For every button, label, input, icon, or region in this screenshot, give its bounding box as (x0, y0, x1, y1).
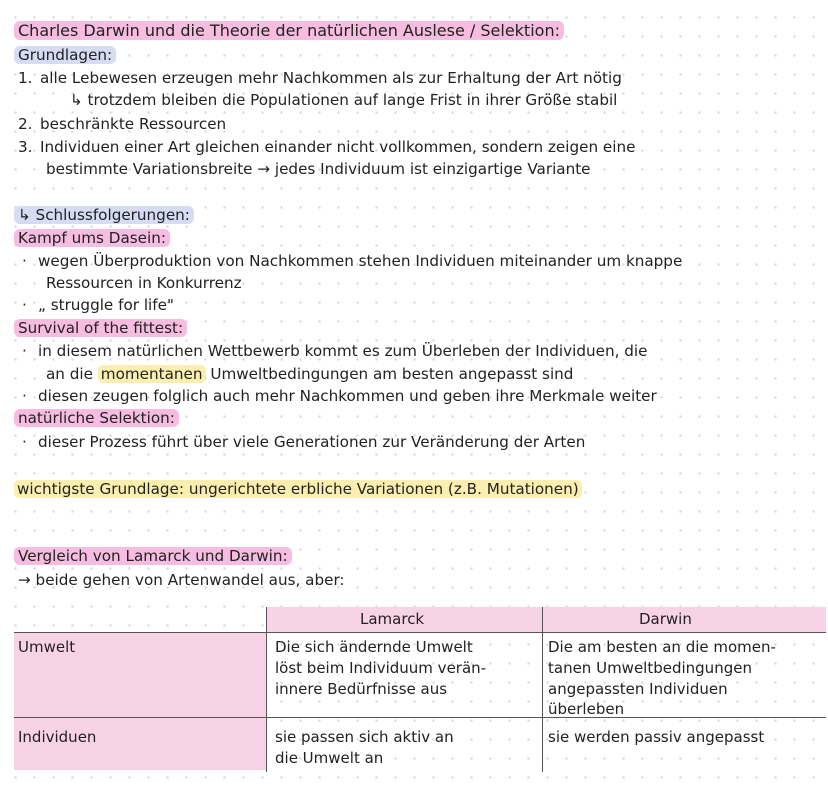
bullet-text: Ressourcen in Konkurrenz (46, 274, 242, 292)
bullet-text: „ struggle for life" (38, 296, 174, 314)
cell-individuen-darwin-1: sie werden passiv angepasst (548, 728, 765, 746)
bullet-dot: · (22, 296, 27, 314)
cell-umwelt-lamarck-1: Die sich ändernde Umwelt (275, 638, 473, 656)
survival-heading (14, 318, 187, 339)
cell-individuen-lamarck-2: die Umwelt an (275, 749, 384, 767)
bullet-text-post: Umweltbedingungen am besten angepasst sind (210, 365, 574, 383)
item-text: beschränkte Ressourcen (40, 115, 227, 133)
vergleich-intro (18, 570, 345, 591)
item-number: 2. (18, 115, 33, 133)
highlight-momentanen: momentanen (98, 365, 206, 383)
cell-umwelt-lamarck-2: löst beim Individuum verän- (275, 659, 487, 677)
comparison-table (14, 607, 826, 777)
grundlagen-item-1-sub (70, 90, 617, 111)
bullet-text: diesen zeugen folglich auch mehr Nachkommen und geben ihre Merkmale weiter (38, 387, 657, 405)
bullet-dot: · (22, 433, 27, 451)
kampf-bullet-1 (22, 251, 682, 272)
vergleich-intro-text: → beide gehen von Artenwandel aus, aber: (18, 571, 345, 589)
page-title-text: Charles Darwin und die Theorie der natürlichen Auslese / Selektion: (14, 21, 564, 40)
survival-bullet-2 (22, 386, 657, 407)
kampf-bullet-2 (22, 295, 174, 316)
row-label-individuen: Individuen (18, 728, 97, 746)
grundlagen-heading-text: Grundlagen: (14, 46, 116, 64)
header-lamarck: Lamarck (360, 610, 425, 628)
kampf-heading (14, 228, 170, 249)
table-row-line (14, 717, 826, 718)
cell-umwelt-darwin-2: tanen Umweltbedingungen (548, 659, 752, 677)
selektion-heading-text: natürliche Selektion: (14, 409, 179, 427)
header-darwin: Darwin (639, 610, 692, 628)
cell-individuen-lamarck-1: sie passen sich aktiv an (275, 728, 454, 746)
table-header-band (266, 607, 826, 633)
kampf-heading-text: Kampf ums Dasein: (14, 229, 170, 247)
bullet-text: in diesem natürlichen Wettbewerb kommt es zum Überleben der Individuen, die (38, 342, 648, 360)
vergleich-heading (14, 546, 292, 567)
vergleich-heading-text: Vergleich von Lamarck und Darwin: (14, 547, 292, 565)
bullet-text: wegen Überproduktion von Nachkommen stehen Individuen miteinander um knappe (38, 252, 683, 270)
item-text: Individuen einer Art gleichen einander nicht vollkommen, sondern zeigen eine (40, 138, 636, 156)
item-text: bestimmte Variationsbreite → jedes Individuum ist einzigartige Variante (46, 160, 591, 178)
selektion-heading (14, 408, 179, 429)
bullet-text-pre: an die (46, 365, 93, 383)
wichtigste-grundlage (14, 479, 582, 500)
bullet-dot: · (22, 252, 27, 270)
cell-umwelt-darwin-3: angepassten Individuen (548, 680, 728, 698)
grundlagen-item-2 (18, 114, 226, 135)
cell-umwelt-darwin-1: Die am besten an die momen- (548, 638, 776, 656)
bullet-dot: · (22, 342, 27, 360)
schluss-heading-text: ↳ Schlussfolgerungen: (14, 206, 194, 224)
grundlagen-item-3-cont (46, 159, 591, 180)
page-title (14, 20, 564, 41)
cell-umwelt-lamarck-3: innere Bedürfnisse aus (275, 680, 448, 698)
table-header-line (14, 632, 826, 633)
grundlagen-heading (14, 45, 116, 66)
row-label-umwelt: Umwelt (18, 638, 76, 656)
bullet-text: dieser Prozess führt über viele Generationen zur Veränderung der Arten (38, 433, 586, 451)
selektion-bullet-1 (22, 432, 585, 453)
kampf-bullet-1-cont (46, 273, 242, 294)
survival-bullet-1 (22, 341, 647, 362)
grundlagen-item-1 (18, 68, 622, 89)
schluss-heading (14, 205, 194, 226)
item-number: 3. (18, 138, 33, 156)
item-text: alle Lebewesen erzeugen mehr Nachkommen als zur Erhaltung der Art nötig (40, 69, 622, 87)
bullet-dot: · (22, 387, 27, 405)
survival-bullet-1-cont (46, 364, 573, 385)
survival-heading-text: Survival of the fittest: (14, 319, 187, 337)
grundlagen-item-3 (18, 137, 635, 158)
wichtigste-grundlage-text: wichtigste Grundlage: ungerichtete erbliche Variationen (z.B. Mutationen) (14, 480, 582, 498)
item-text: ↳ trotzdem bleiben die Populationen auf lange Frist in ihrer Größe stabil (70, 91, 618, 109)
cell-umwelt-darwin-4: überleben (548, 700, 625, 718)
item-number: 1. (18, 69, 33, 87)
